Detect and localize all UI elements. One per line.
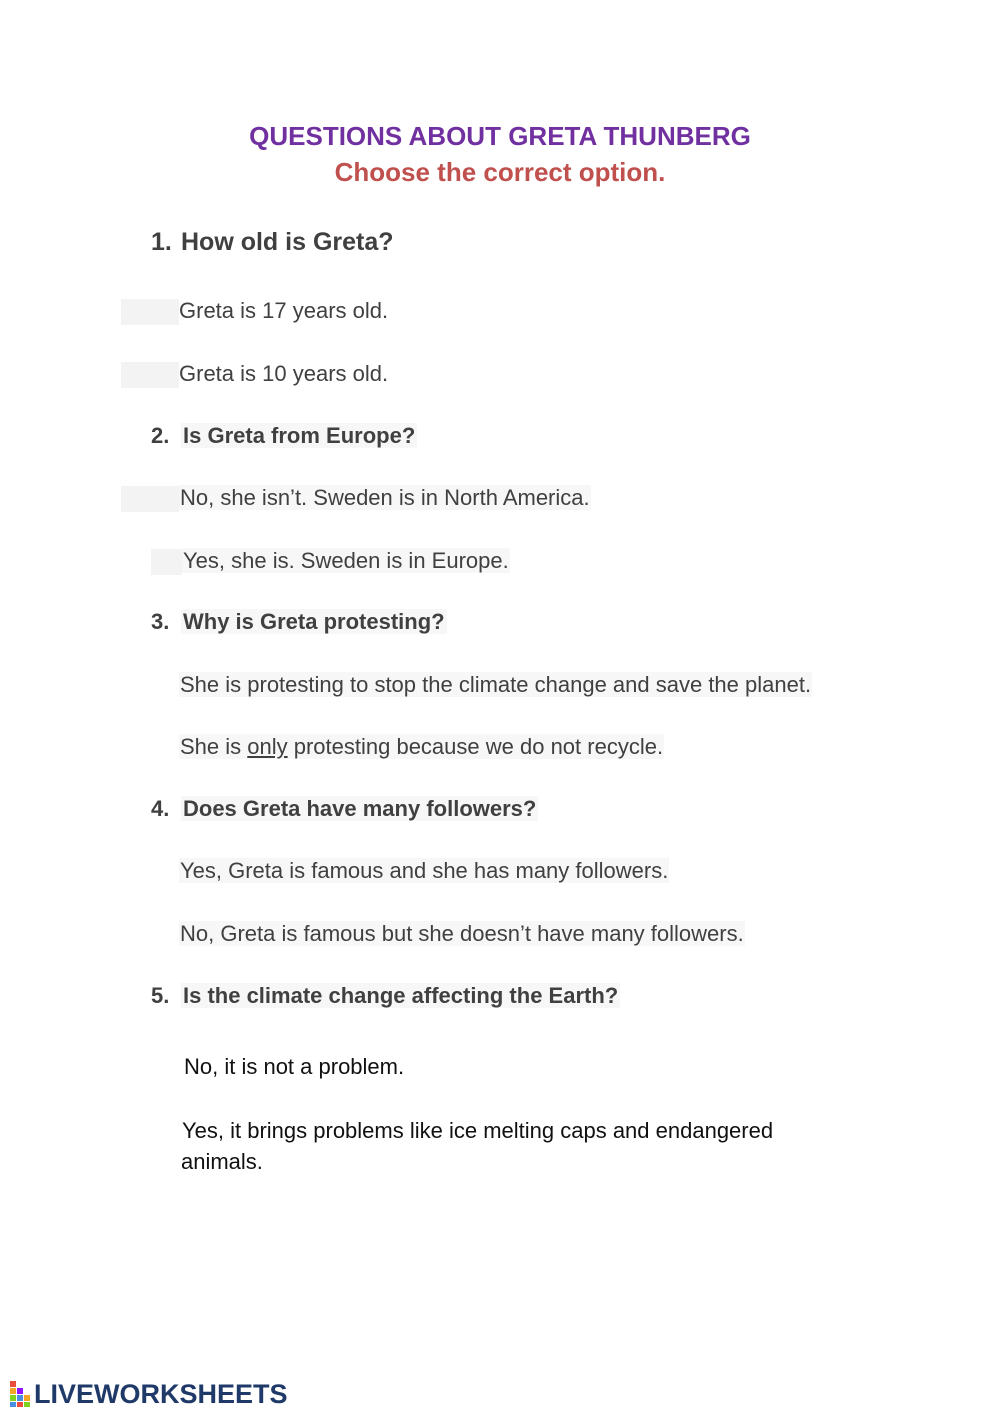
question-text: Why is Greta protesting?: [183, 609, 445, 634]
question-text: Is Greta from Europe?: [183, 423, 416, 448]
option-3a[interactable]: [179, 671, 812, 699]
question-2: [151, 422, 417, 450]
question-5: [151, 982, 620, 1010]
option-1b[interactable]: [121, 360, 388, 388]
question-3: [151, 608, 447, 636]
option-text: Yes, it brings problems like ice melting caps and endangered animals.: [181, 1118, 774, 1174]
question-text: How old is Greta?: [181, 228, 394, 256]
answer-box[interactable]: [121, 299, 179, 325]
logo-text: LIVEWORKSHEETS: [34, 1378, 288, 1409]
option-text: No, it is not a problem.: [184, 1054, 405, 1079]
option-3b[interactable]: [179, 733, 664, 761]
liveworksheets-logo[interactable]: [10, 1379, 288, 1409]
answer-box[interactable]: [151, 549, 182, 575]
option-2b[interactable]: [151, 547, 510, 575]
question-1: [151, 228, 394, 256]
answer-box[interactable]: [121, 362, 179, 388]
option-text: Greta is 17 years old.: [179, 298, 389, 323]
option-text: No, she isn’t. Sweden is in North America.: [180, 485, 590, 510]
option-5a[interactable]: [183, 1053, 405, 1081]
option-text: Yes, she is. Sweden is in Europe.: [183, 548, 509, 573]
answer-box[interactable]: [121, 486, 179, 512]
question-number: 2.: [151, 423, 170, 448]
option-text: Yes, Greta is famous and she has many followers.: [180, 858, 669, 883]
question-text: Does Greta have many followers?: [183, 796, 537, 821]
liveworksheets-logo-icon: [10, 1381, 32, 1407]
option-2a[interactable]: [121, 484, 591, 512]
option-text: Greta is 10 years old.: [179, 361, 389, 386]
page-title: QUESTIONS ABOUT GRETA THUNBERG: [249, 121, 751, 151]
option-4a[interactable]: [179, 857, 669, 885]
option-text: No, Greta is famous but she doesn’t have many followers.: [180, 921, 744, 946]
question-number: 3.: [151, 609, 170, 634]
page-subtitle: Choose the correct option.: [334, 157, 666, 187]
question-text: Is the climate change affecting the Earth?: [183, 983, 619, 1008]
question-number: 4.: [151, 796, 170, 821]
option-text: She is protesting to stop the climate change and save the planet.: [180, 672, 812, 697]
option-4b[interactable]: [179, 920, 745, 948]
option-5b[interactable]: [181, 1115, 861, 1177]
question-number: 1.: [151, 228, 172, 256]
question-4: [151, 795, 538, 823]
question-number: 5.: [151, 983, 170, 1008]
option-1a[interactable]: [121, 297, 388, 325]
option-text: She is only protesting because we do not recycle.: [180, 734, 664, 759]
underlined-word: only: [247, 734, 288, 759]
